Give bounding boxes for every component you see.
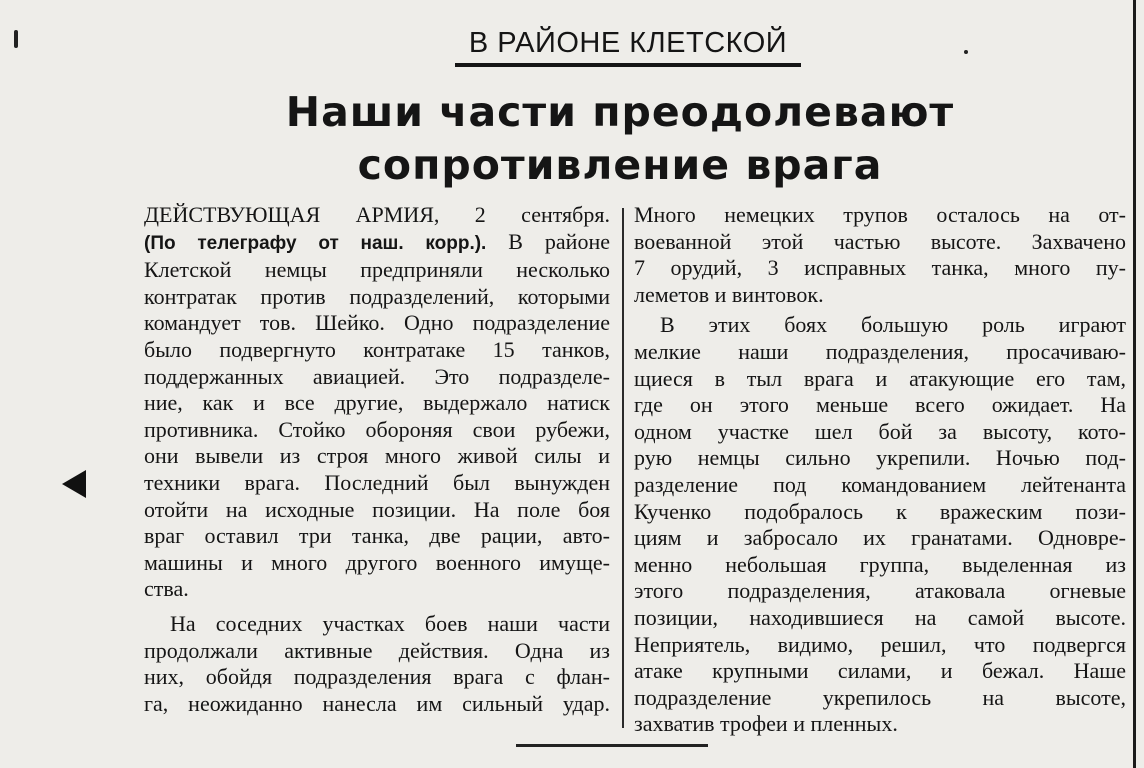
text-line: циям и забросало их гранатами. Одновре- (634, 525, 1126, 551)
text-line: подразделение укрепилось на высоте, (634, 684, 1126, 710)
text-line: мелкие наши подразделения, просачиваю- (634, 338, 1126, 364)
kicker-underline (455, 63, 801, 67)
text-line: 7 орудий, 3 исправных танка, много пу- (634, 255, 1126, 281)
headline-line-2: сопротивление врага (357, 141, 883, 189)
text-line: га, неожиданно нанесла им сильный удар. (144, 690, 610, 716)
text-line: было подвергнуто контратаке 15 танков, (144, 336, 610, 362)
print-speck (14, 30, 18, 48)
print-speck (964, 50, 968, 54)
text-line: них, обойдя подразделения врага с флан- (144, 664, 610, 690)
article-right-column (634, 202, 1126, 738)
text-line: ние, как и все другие, выдержало натиск (144, 390, 610, 416)
headline-line-1: Наши части преодолевают (285, 88, 955, 136)
text-line: отойти на исходные позиции. На поле боя (144, 496, 610, 522)
page-edge-border (1133, 0, 1136, 768)
text-line: В этих боях большую роль играют (660, 312, 1126, 338)
pointer-arrow-icon (62, 470, 86, 498)
text-line: На соседних участках боев наши части (170, 610, 610, 636)
text-line: техники врага. Последний был вынужден (144, 469, 610, 495)
text-line: ства. (144, 576, 189, 602)
column-separator (622, 208, 624, 728)
section-kicker: В РАЙОНЕ КЛЕТСКОЙ (468, 27, 788, 59)
text-line: Много немецких трупов осталось на от- (634, 202, 1126, 227)
text-line: разделение под командованием лейтенанта (634, 471, 1126, 497)
text-line: продолжали активные действия. Одна из (144, 637, 610, 663)
text-line: одном участке шел бой за высоту, кото- (634, 418, 1126, 444)
text-line: атаке крупными силами, и бежал. Наше (634, 658, 1126, 684)
text-line: В районе (508, 228, 610, 254)
end-of-article-rule (516, 744, 708, 747)
text-line: где он этого меньше всего ожидает. На (634, 392, 1126, 418)
correspondent-credit: (По телеграфу от наш. корр.). (144, 232, 487, 254)
headline (180, 86, 1060, 192)
text-line: Кученко подобралось к вражеским пози- (634, 498, 1126, 524)
text-line: менно небольшая группа, выделенная из (634, 551, 1126, 577)
text-line: командует тов. Шейко. Одно подразделение (144, 310, 610, 336)
byline-line (144, 229, 610, 258)
text-line: щиеся в тыл врага и атакующие его там, (634, 365, 1126, 391)
text-line: Неприятель, видимо, решил, что подвергся (634, 631, 1126, 657)
text-line: позиции, находившиеся на самой высоте. (634, 604, 1126, 630)
text-line: воеванной этой частью высоте. Захвачено (634, 228, 1126, 254)
text-line: Клетской немцы предприняли несколько (144, 257, 610, 283)
dateline: ДЕЙСТВУЮЩАЯ АРМИЯ, 2 сентября. (144, 202, 610, 227)
text-line: захватив трофеи и пленных. (634, 711, 898, 737)
text-line: леметов и винтовок. (634, 281, 824, 307)
text-line: рую немцы сильно укрепили. Ночью под- (634, 445, 1126, 471)
text-line: противника. Стойко обороняя свои рубежи, (144, 416, 610, 442)
text-line: машины и много другого военного имуще- (144, 549, 610, 575)
text-line: поддержанных авиацией. Это подразделе- (144, 363, 610, 389)
text-line: они вывели из строя много живой силы и (144, 443, 610, 469)
text-line: контратак против подразделений, которыми (144, 283, 610, 309)
text-line: этого подразделения, атаковала огневые (634, 578, 1126, 604)
text-line: враг оставил три танка, две рации, авто- (144, 523, 610, 549)
article-left-column (144, 202, 610, 717)
